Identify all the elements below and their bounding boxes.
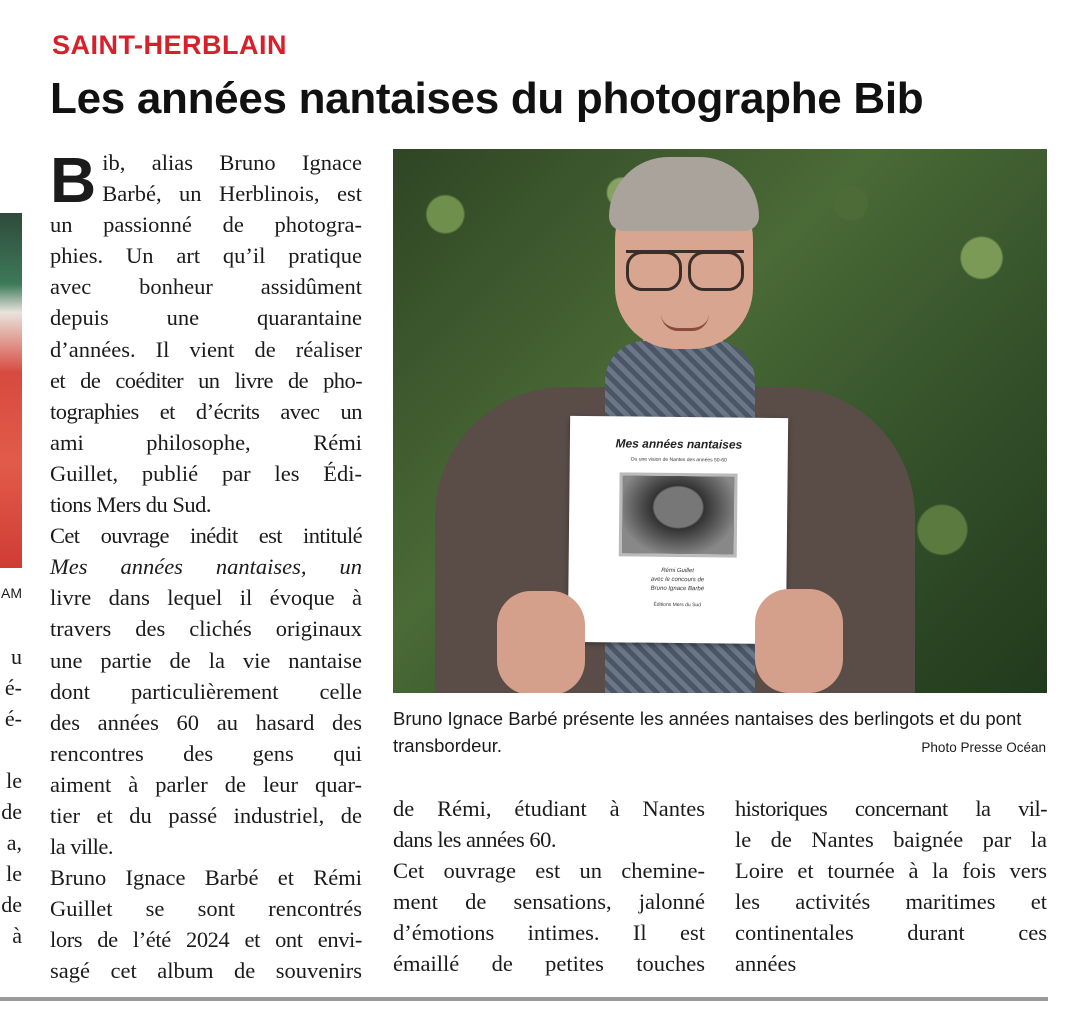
text-line: les activités maritimes et	[735, 889, 1047, 915]
text-line: d’années. Il vient de réaliser	[50, 336, 362, 362]
text-line: Bruno Ignace Barbé et Rémi	[50, 865, 362, 891]
section-kicker: SAINT-HERBLAIN	[52, 30, 287, 60]
book-title-line: Mes années nantaises, un	[50, 554, 362, 580]
text-line: livre dans lequel il évoque à	[50, 585, 362, 611]
text-line: la ville.	[50, 834, 113, 860]
text-line: travers des clichés originaux	[50, 616, 362, 642]
text-line: sagé cet album de souvenirs	[50, 958, 362, 984]
text-line: des années 60 au hasard des	[50, 709, 362, 735]
book-author-line: Bruno Ignace Barbé	[650, 585, 705, 593]
headline: Les années nantaises du photographe Bib	[50, 74, 924, 123]
text-line: émaillé de petites touches	[393, 951, 705, 977]
glasses-icon	[626, 250, 744, 291]
text-line: de Rémi, étudiant à Nantes	[393, 796, 705, 821]
text-line: continentales durant ces	[735, 920, 1047, 946]
previous-article-fragment: de	[1, 892, 22, 917]
text-line: historiques concernant la vil-	[735, 796, 1047, 821]
book-cover-subtitle: Ou une vision de Nantes des années 50-60	[630, 456, 727, 464]
book-cover-title: Mes années nantaises	[615, 436, 743, 452]
text-line: ami philosophe, Rémi	[50, 429, 362, 455]
text-line: lors de l’été 2024 et ont envi-	[50, 927, 362, 953]
book-cover	[568, 416, 788, 644]
previous-article-fragment: a,	[6, 830, 22, 855]
text-line: phies. Un art qu’il pratique	[50, 243, 362, 269]
previous-article-fragment: u	[11, 644, 22, 669]
article-column-2	[393, 793, 705, 980]
previous-article-caption: AM	[1, 585, 22, 601]
text-line: tographies et d’écrits avec un	[50, 398, 362, 424]
text-line: dont particulièrement celle	[50, 678, 362, 704]
text-line: Loire et tournée à la fois vers	[735, 858, 1047, 884]
text-line: rencontres des gens qui	[50, 740, 362, 766]
text-line: Guillet se sont rencontrés	[50, 896, 362, 922]
text-line: années	[735, 951, 797, 977]
previous-article-fragment: le	[6, 768, 22, 793]
text-line: un passionné de photogra-	[50, 212, 362, 238]
previous-article-fragment: é-	[4, 675, 22, 700]
text-line: ment de sensations, jalonné	[393, 889, 705, 915]
book-cover-authors	[568, 566, 786, 595]
book-author-line: Rémi Guillet	[661, 567, 694, 575]
drop-cap: B	[50, 144, 97, 216]
article-photo	[393, 149, 1047, 693]
photo-credit: Photo Presse Océan	[921, 740, 1046, 755]
book-cover-publisher: Éditions Mers du Sud	[653, 601, 702, 609]
text-line: d’émotions intimes. Il est	[393, 920, 705, 946]
text-line: Cet ouvrage est un chemine-	[393, 858, 705, 884]
article-column-1	[50, 144, 362, 987]
previous-article-fragment: é-	[4, 706, 22, 731]
photo-left-hand	[497, 591, 585, 693]
text-line: dans les années 60.	[393, 827, 556, 853]
text-line: avec bonheur assidûment	[50, 274, 362, 300]
text-line: Cet ouvrage inédit est intitulé	[50, 523, 362, 549]
photo-right-hand	[755, 589, 843, 693]
text-line: une partie de la vie nantaise	[50, 647, 362, 673]
text-line: ib, alias Bruno Ignace	[102, 150, 362, 175]
photo-hair	[609, 157, 759, 231]
text-line: tions Mers du Sud.	[50, 492, 212, 518]
previous-article-fragment: le	[6, 861, 22, 886]
text-line: aiment à parler de leur quar-	[50, 771, 362, 797]
book-cover-image	[619, 472, 738, 557]
article-column-3	[735, 793, 1047, 980]
bottom-rule	[0, 997, 1048, 1001]
photo-caption: Bruno Ignace Barbé présente les années nantaises des berlingots et du pont transbordeur.	[393, 708, 1022, 756]
previous-article-fragment: de	[1, 799, 22, 824]
text-line: le de Nantes baignée par la	[735, 827, 1047, 853]
book-author-line: avec le concours de	[650, 576, 705, 584]
previous-article-photo	[0, 213, 22, 568]
text-line: Guillet, publié par les Édi-	[50, 460, 362, 486]
text-line: depuis une quarantaine	[50, 305, 362, 331]
previous-article-fragment: à	[12, 923, 22, 948]
text-line: tier et du passé industriel, de	[50, 802, 362, 828]
text-line: et de coéditer un livre de pho-	[50, 367, 362, 393]
text-line: Barbé, un Herblinois, est	[102, 181, 362, 207]
